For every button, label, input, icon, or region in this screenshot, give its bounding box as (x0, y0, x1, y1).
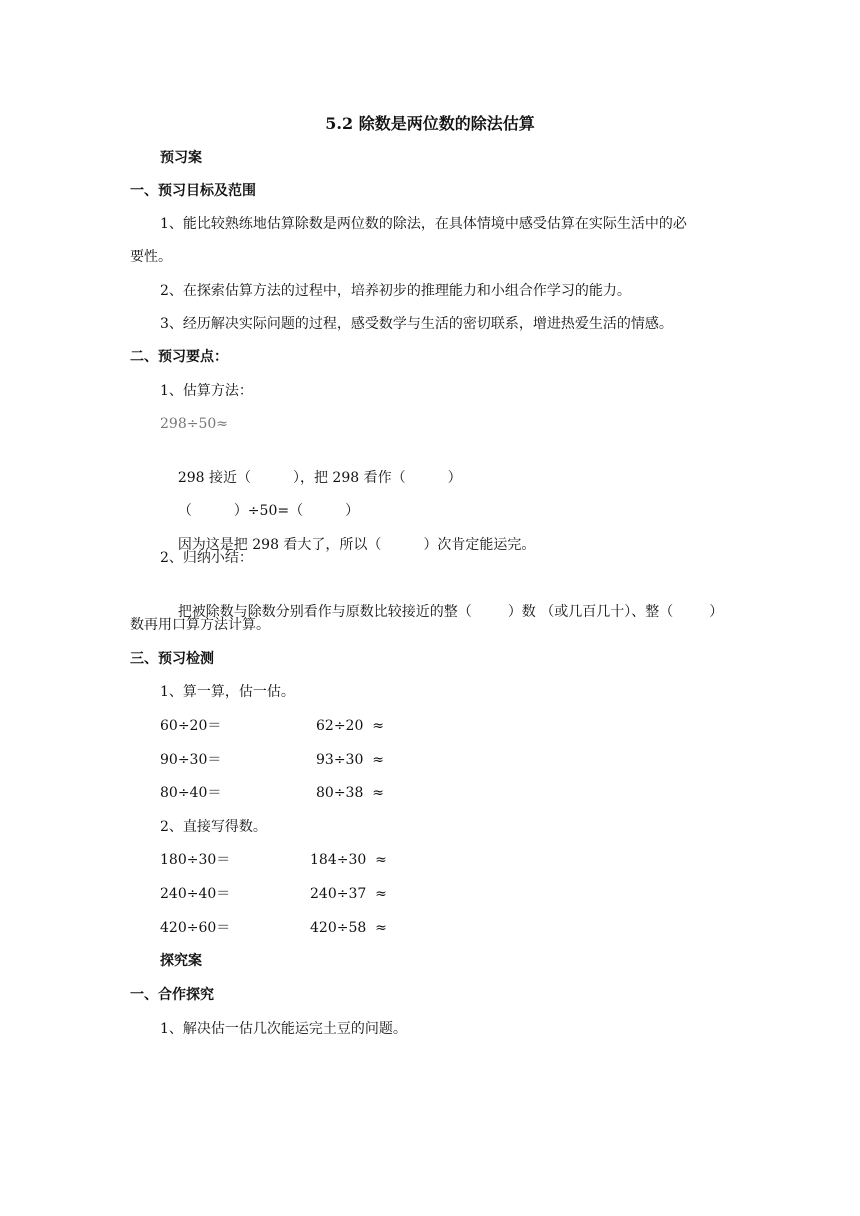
q1-row-3-right: 80÷38 ≈ (316, 785, 384, 801)
section-heading-check: 三、预习检测 (130, 651, 214, 667)
page-title: 5.2 除数是两位数的除法估算 (325, 114, 535, 133)
method-c-part-2: ）次肯定能运完。 (423, 537, 536, 553)
method-b-part-3: ） (345, 503, 360, 519)
method-label: 1、估算方法： (160, 383, 253, 399)
summary-part-3: ） (709, 604, 724, 620)
preview-heading: 预习案 (160, 150, 202, 166)
q2-label: 2、直接写得数。 (160, 819, 267, 835)
method-b-part-2: ）÷50=（ (233, 503, 304, 519)
q1-label: 1、算一算，估一估。 (160, 684, 295, 700)
goal-2: 2、在探索估算方法的过程中，培养初步的推理能力和小组合作学习的能力。 (160, 283, 631, 299)
section-heading-key-points: 二、预习要点： (130, 349, 228, 365)
q1-row-2-left: 90÷30＝ (160, 752, 222, 768)
goal-1-line-1: 1、能比较熟练地估算除数是两位数的除法，在具体情境中感受估算在实际生活中的必 (160, 216, 687, 232)
goal-1-line-2: 要性。 (130, 249, 172, 265)
summary-part-1: 把被除数与除数分别看作与原数比较接近的整（ (177, 604, 472, 620)
q1-row-2-right: 93÷30 ≈ (316, 752, 384, 768)
method-a-part-3: ） (447, 470, 462, 486)
method-b-part-1: （ (177, 503, 192, 519)
q2-row-1-left: 180÷30＝ (160, 852, 231, 868)
method-c-part-1: 因为这是把 298 看大了，所以（ (177, 537, 382, 553)
section-heading-goals: 一、预习目标及范围 (130, 183, 256, 199)
summary-part-2: ）数 （或几百几十）、整（ (507, 604, 674, 620)
explore-question-1: 1、解决估一估几次能运完土豆的问题。 (160, 1021, 407, 1037)
q1-row-1-left: 60÷20＝ (160, 718, 222, 734)
explore-heading: 探究案 (160, 953, 202, 969)
summary-label: 2、归纳小结： (160, 550, 253, 566)
q2-row-2-left: 240÷40＝ (160, 886, 231, 902)
q2-row-2-right: 240÷37 ≈ (310, 886, 387, 902)
explore-section-heading: 一、合作探究 (130, 987, 214, 1003)
q2-row-1-right: 184÷30 ≈ (310, 852, 387, 868)
q2-row-3-right: 420÷58 ≈ (310, 920, 387, 936)
goal-3: 3、经历解决实际问题的过程，感受数学与生活的密切联系，增进热爱生活的情感。 (160, 316, 673, 332)
q1-row-3-left: 80÷40＝ (160, 785, 222, 801)
summary-line-2: 数再用口算方法计算。 (130, 617, 270, 633)
q2-row-3-left: 420÷60＝ (160, 920, 231, 936)
q1-row-1-right: 62÷20 ≈ (316, 718, 384, 734)
method-a-part-1: 298 接近（ (177, 470, 251, 486)
method-a-part-2: ），把 298 看作（ (292, 470, 406, 486)
method-expression: 298÷50≈ (160, 416, 228, 432)
